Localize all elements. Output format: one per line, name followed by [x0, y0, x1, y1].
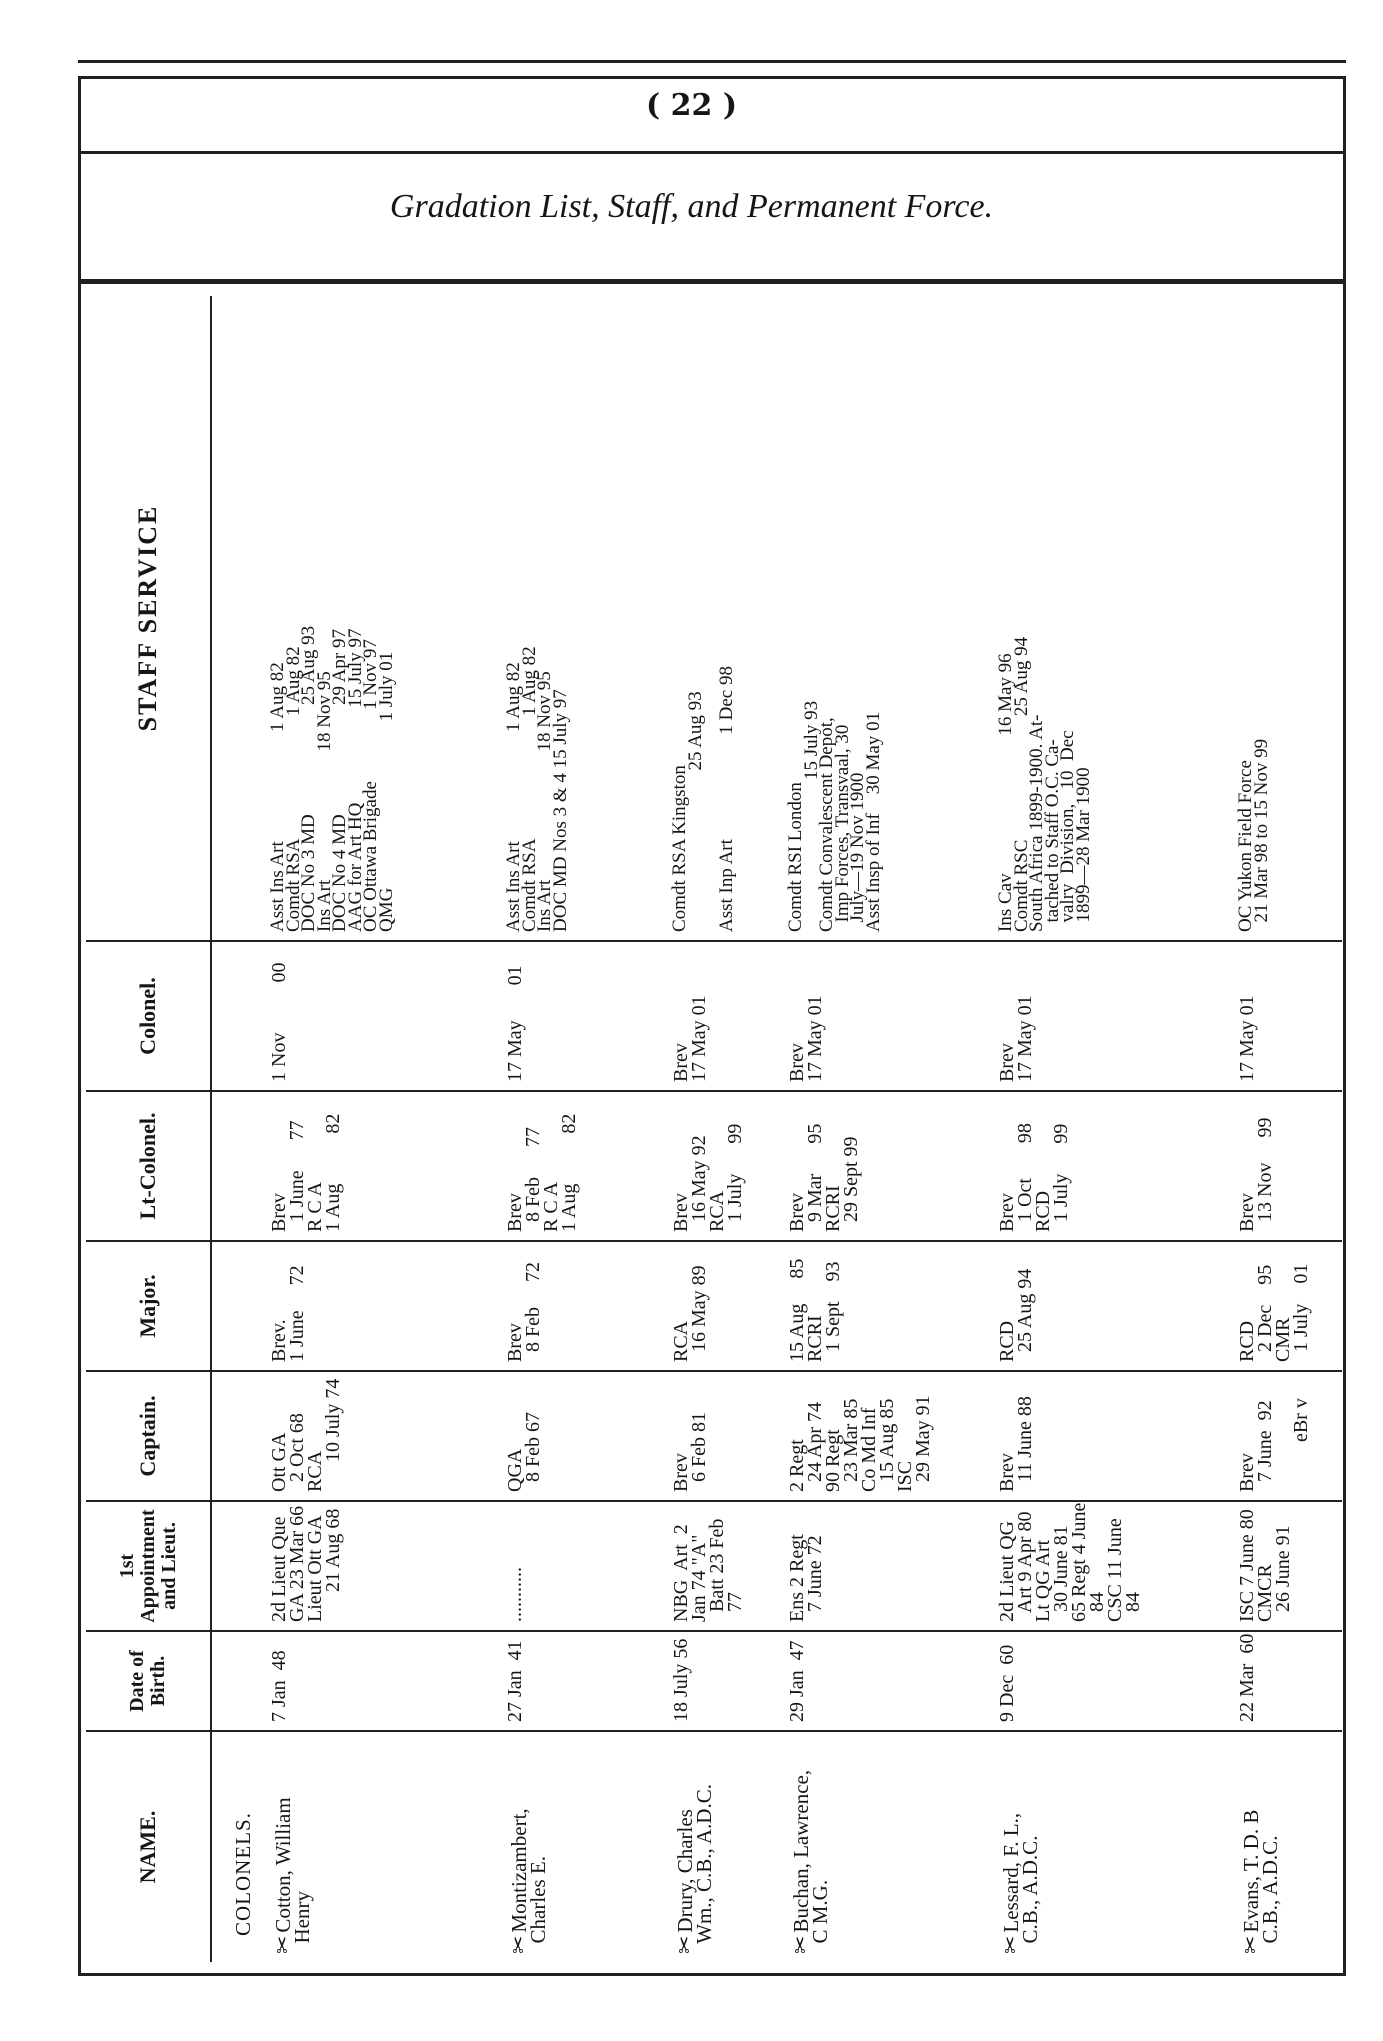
- column-colonel: [212, 940, 1342, 1090]
- row-1-appointment: 2d Lieut Que GA 23 Mar 66 Lieut Ott GA 21 Aug 68: [268, 1505, 344, 1622]
- row-2-name: [507, 1732, 550, 1962]
- row-1-lt-colonel: Brev 1 June 77 R C A 1 Aug 82: [268, 1113, 344, 1232]
- row-4-captain: 2 Regt 24 Apr 74 90 Regt 23 Mar 85 Co Md Inf 15 Aug 85 ISC 29 May 91: [786, 1395, 934, 1492]
- column-name: [212, 1730, 1342, 1962]
- officer-name: Lessard, F. L., C.B., A.D.C.: [999, 1812, 1042, 1944]
- table-header: [86, 296, 212, 1962]
- section-label: COLONELS.: [231, 1812, 255, 1936]
- row-4-service: Comdt RSI London 15 July 93 Comdt Convalescent Depot, Imp Forces, Transvaal, 30 July—19 Nov 1900 Asst Insp of Inf 30 May 01: [785, 700, 884, 932]
- row-6-major: RCD 2 Dec 95 CMR 1 July 01: [1236, 1263, 1312, 1362]
- row-2-service: Asst Ins Art 1 Aug 82 Comdt RSA 1 Aug 82 Ins Art 18 Nov 95 DOC MD Nos 3 & 4 15 July 97: [503, 646, 571, 932]
- column-first-appointment: [212, 1500, 1342, 1630]
- column-staff-service: [212, 296, 1342, 940]
- row-3-captain: Brev 6 Feb 81: [670, 1412, 710, 1492]
- column-major: [212, 1240, 1342, 1370]
- row-2-colonel: 17 May 01: [504, 965, 526, 1082]
- header-colonel: Colonel.: [86, 940, 210, 1090]
- column-captain: [212, 1370, 1342, 1500]
- row-5-colonel: Brev 17 May 01: [996, 995, 1036, 1082]
- row-5-name: [999, 1732, 1042, 1962]
- officer-name: Montizambert, Charles E.: [507, 1808, 550, 1944]
- officer-name: Drury, Charles Wm., C.B., A.D.C.: [673, 1784, 716, 1944]
- row-3-appointment: NBG Art 2 Jan 74 "A" Batt 23 Feb 77: [670, 1518, 746, 1622]
- row-2-lt-colonel: Brev 8 Feb 77 R C A 1 Aug 82: [504, 1113, 580, 1232]
- scissors-icon: ✂: [1239, 1935, 1264, 1954]
- header-lt-colonel: Lt-Colonel.: [86, 1090, 210, 1240]
- row-4-major: 15 Aug 85 RCRI 1 Sept 93: [786, 1258, 844, 1362]
- row-2-birth: 27 Jan 41: [504, 1640, 526, 1722]
- row-2-appointment: ...........: [504, 1567, 526, 1622]
- row-2-major: Brev 8 Feb 72: [504, 1262, 544, 1362]
- row-4-appointment: Ens 2 Regt 7 June 72: [786, 1534, 826, 1622]
- header-staff-service: STAFF SERVICE: [133, 504, 163, 732]
- header-first-appointment: 1st Appointment and Lieut.: [86, 1500, 210, 1630]
- gradation-table: [86, 296, 1342, 1962]
- scissors-icon: ✂: [271, 1935, 296, 1954]
- row-4-birth: 29 Jan 47: [786, 1640, 808, 1722]
- row-3-name: [673, 1732, 716, 1962]
- page-title: Gradation List, Staff, and Permanent Force.: [389, 188, 994, 225]
- row-5-major: RCD 25 Aug 94: [996, 1268, 1036, 1362]
- officer-name: Buchan, Lawrence, C M.G.: [789, 1769, 832, 1944]
- row-3-service: Comdt RSA Kingston 25 Aug 93 Asst Inp Art 1 Dec 98: [669, 666, 737, 932]
- column-date-of-birth: [212, 1630, 1342, 1730]
- page-number: ( 22 ): [645, 88, 738, 123]
- title-divider: [81, 279, 1343, 284]
- row-3-birth: 18 July 56: [670, 1638, 692, 1722]
- row-6-lt-colonel: Brev 13 Nov 99: [1236, 1117, 1276, 1232]
- row-5-service: Ins Cav 16 May 96 Comdt RSC 25 Aug 94 South Africa 1899-1900. At- tached to Staff O.C. Ca- valry Division, 10 Dec 1899—28 Mar 1900: [995, 636, 1094, 932]
- row-3-lt-colonel: Brev 16 May 92 RCA 1 July 99: [670, 1123, 746, 1232]
- row-1-captain: Ott GA 2 Oct 68 RCA 10 July 74: [268, 1378, 344, 1492]
- scissors-icon: ✂: [507, 1935, 532, 1954]
- scissors-icon: ✂: [789, 1935, 814, 1954]
- row-6-service: OC Yukon Field Force 21 Mar 98 to 15 Nov 99: [1235, 738, 1272, 932]
- row-1-major: Brev. 1 June 72: [268, 1265, 308, 1362]
- header-captain: Captain.: [86, 1370, 210, 1500]
- row-5-lt-colonel: Brev 1 Oct 98 RCD 1 July 99: [996, 1123, 1072, 1232]
- header-major: Major.: [86, 1240, 210, 1370]
- header-name: NAME.: [86, 1730, 210, 1962]
- scissors-icon: ✂: [999, 1935, 1024, 1954]
- column-lt-colonel: [212, 1090, 1342, 1240]
- row-6-captain: Brev 7 June 92 eBr v: [1236, 1398, 1312, 1492]
- row-1-birth: 7 Jan 48: [268, 1650, 290, 1722]
- row-2-captain: QGA 8 Feb 67: [504, 1412, 544, 1492]
- row-3-colonel: Brev 17 May 01: [670, 995, 710, 1082]
- row-4-colonel: Brev 17 May 01: [786, 995, 826, 1082]
- row-6-name: [1239, 1732, 1282, 1962]
- row-4-name: [789, 1732, 832, 1962]
- row-5-birth: 9 Dec 60: [996, 1644, 1018, 1722]
- row-6-appointment: ISC 7 June 80 CMCR 26 June 91: [1236, 1509, 1294, 1622]
- row-1-name: [271, 1732, 314, 1962]
- row-6-colonel: 17 May 01: [1236, 995, 1258, 1082]
- table-body: [212, 296, 1342, 1962]
- scissors-icon: ✂: [673, 1935, 698, 1954]
- row-5-captain: Brev 11 June 88: [996, 1396, 1036, 1492]
- row-1-colonel: 1 Nov 00: [268, 962, 290, 1082]
- row-5-appointment: 2d Lieut QG Art 9 Apr 80 Lt QG Art 30 June 81 65 Regt 4 June 84 CSC 11 June 84: [996, 1502, 1144, 1622]
- row-6-birth: 22 Mar 60: [1236, 1633, 1258, 1722]
- officer-name: Cotton, William Henry: [271, 1797, 314, 1944]
- header-date-of-birth: Date of Birth.: [86, 1630, 210, 1730]
- officer-name: Evans, T. D. B C.B., A.D.C.: [1239, 1809, 1282, 1944]
- top-rule: [78, 60, 1346, 63]
- row-4-lt-colonel: Brev 9 Mar 95 RCRI 29 Sept 99: [786, 1123, 862, 1232]
- row-1-service: Asst Ins Art 1 Aug 82 Comdt RSA 1 Aug 82 DOC No 3 MD 25 Aug 93 Ins Art 18 Nov 95 DOC No 4 MD 29 Apr 97 AAG for Art HQ 15 July 97 OC Ottawa Brigade 1 Nov 97 QMG 1 July 01: [267, 625, 397, 932]
- header-divider: [81, 151, 1343, 154]
- row-3-major: RCA 16 May 89: [670, 1265, 710, 1362]
